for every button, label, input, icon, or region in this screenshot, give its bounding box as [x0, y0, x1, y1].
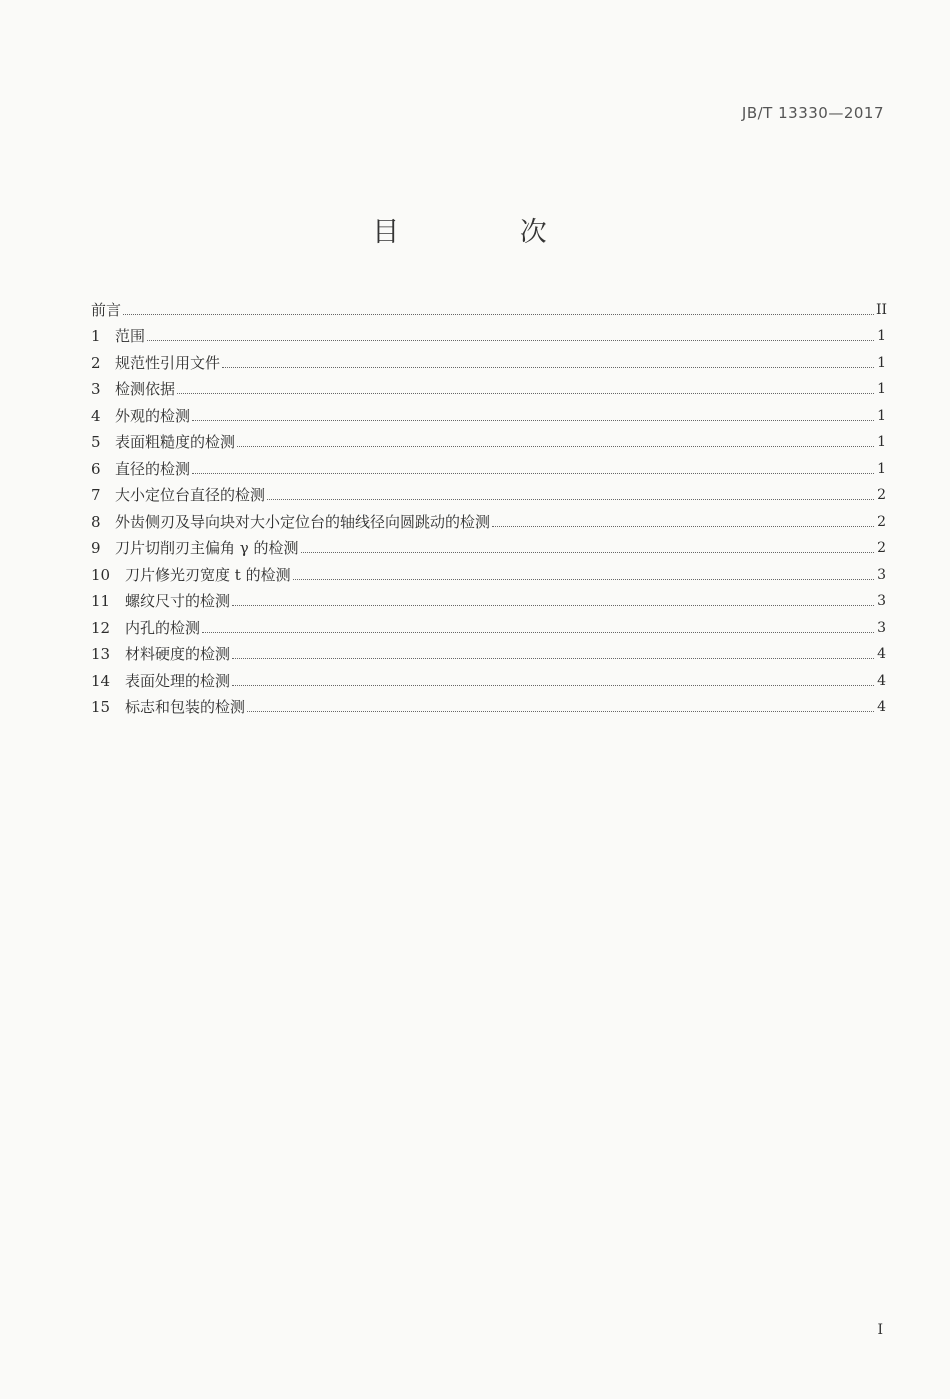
table-of-contents: [91, 293, 886, 717]
toc-entry-number: 7: [91, 486, 101, 504]
toc-entry-label: 刀片修光刃宽度 t 的检测: [125, 565, 291, 584]
toc-entry-page: 2: [877, 487, 886, 503]
toc-entry-page: 4: [877, 699, 886, 715]
page-number: I: [877, 1322, 883, 1338]
toc-entry-number: 3: [91, 380, 101, 398]
toc-entry[interactable]: [91, 532, 886, 559]
toc-entry-label: 材料硬度的检测: [125, 645, 231, 663]
toc-entry[interactable]: [91, 664, 886, 691]
toc-entry[interactable]: [91, 426, 886, 453]
toc-entry-label: 规范性引用文件: [115, 353, 221, 372]
toc-dot-leader: [247, 710, 874, 712]
toc-entry-number: 4: [91, 406, 101, 425]
toc-entry[interactable]: [91, 346, 886, 373]
toc-entry-number: 8: [91, 512, 101, 531]
toc-entry-number: 1: [91, 327, 101, 345]
toc-entry-label: 标志和包装的检测: [125, 698, 246, 716]
toc-entry-label: 刀片切削刃主偏角 γ 的检测: [115, 539, 299, 557]
toc-entry-page: 1: [877, 407, 886, 424]
toc-dot-leader: [202, 631, 874, 633]
standard-code: JB/T 13330—2017: [741, 104, 884, 122]
toc-entry-number: 12: [91, 618, 111, 637]
toc-dot-leader: [177, 392, 874, 394]
toc-entry-label: 表面处理的检测: [125, 671, 231, 690]
toc-entry-page: 4: [877, 646, 886, 662]
toc-entry[interactable]: [91, 558, 886, 585]
toc-dot-leader: [232, 684, 874, 686]
toc-entry-label: 外齿侧刃及导向块对大小定位台的轴线径向圆跳动的检测: [115, 512, 491, 531]
toc-entry[interactable]: [91, 479, 886, 506]
toc-entry-label: 螺纹尺寸的检测: [125, 592, 231, 610]
toc-dot-leader: [232, 604, 874, 606]
toc-entry-number: 13: [91, 645, 111, 663]
toc-entry-label: 大小定位台直径的检测: [115, 486, 266, 504]
toc-dot-leader: [192, 472, 874, 474]
toc-entry-page: 1: [877, 434, 886, 450]
toc-entry[interactable]: [91, 452, 886, 479]
toc-dot-leader: [492, 525, 874, 527]
toc-entry-page: 3: [877, 566, 886, 583]
toc-entry-number: 10: [91, 565, 111, 584]
toc-entry-label: 检测依据: [115, 380, 176, 398]
toc-dot-leader: [222, 366, 874, 368]
toc-entry-label: 表面粗糙度的检测: [115, 433, 236, 451]
toc-entry-page: 1: [877, 460, 886, 477]
toc-entry-label: 前言: [91, 300, 122, 319]
toc-entry-label: 直径的检测: [115, 459, 191, 478]
toc-entry-number: 2: [91, 353, 101, 372]
toc-dot-leader: [267, 498, 874, 500]
toc-entry-number: 14: [91, 671, 111, 690]
toc-entry[interactable]: [91, 399, 886, 426]
toc-entry-number: 6: [91, 459, 101, 478]
toc-entry[interactable]: [91, 293, 886, 320]
toc-dot-leader: [237, 445, 874, 447]
toc-entry[interactable]: [91, 320, 886, 347]
toc-entry-page: 1: [877, 354, 886, 371]
toc-entry-number: 15: [91, 698, 111, 716]
toc-title: 目 次: [372, 217, 603, 248]
toc-entry-number: 9: [91, 539, 101, 557]
toc-entry[interactable]: [91, 638, 886, 665]
toc-entry[interactable]: [91, 611, 886, 638]
toc-entry[interactable]: [91, 585, 886, 612]
toc-entry-number: 11: [91, 592, 111, 610]
toc-entry-page: 3: [877, 619, 886, 636]
toc-entry-page: 4: [877, 672, 886, 689]
toc-entry-page: 3: [877, 593, 886, 609]
toc-entry-page: 2: [877, 513, 886, 530]
toc-entry-page: 2: [877, 540, 886, 556]
toc-dot-leader: [232, 657, 874, 659]
toc-entry[interactable]: [91, 373, 886, 400]
toc-dot-leader: [293, 578, 874, 580]
toc-entry[interactable]: [91, 691, 886, 718]
toc-entry[interactable]: [91, 505, 886, 532]
toc-entry-page: 1: [877, 381, 886, 397]
toc-entry-page: 1: [877, 328, 886, 344]
toc-entry-label: 范围: [115, 327, 146, 345]
toc-entry-label: 外观的检测: [115, 406, 191, 425]
toc-dot-leader: [301, 551, 874, 553]
toc-entry-label: 内孔的检测: [125, 618, 201, 637]
toc-dot-leader: [123, 313, 874, 315]
toc-entry-number: 5: [91, 433, 101, 451]
toc-entry-page: II: [876, 301, 888, 318]
toc-dot-leader: [192, 419, 874, 421]
toc-dot-leader: [147, 339, 874, 341]
